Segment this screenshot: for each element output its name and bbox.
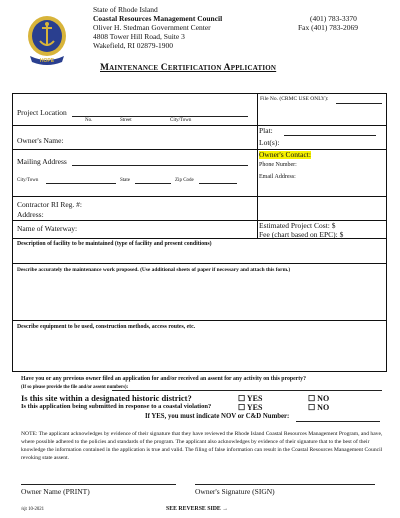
mail-city-label: City/Town [17, 178, 39, 183]
header-phone: (401) 783-3370 [310, 14, 357, 23]
header-agency: Coastal Resources Management Council [93, 14, 223, 23]
mailing-address-label: Mailing Address [17, 157, 67, 166]
historic-question: Is this site within a designated historic district? [21, 393, 192, 403]
checkbox-icon[interactable]: ☐ [238, 394, 246, 403]
seal-banner-text: HOPE [39, 58, 55, 64]
historic-yes-option[interactable] [238, 394, 262, 403]
no-label: NO [317, 403, 330, 412]
checkbox-icon[interactable]: ☐ [308, 403, 316, 412]
violation-question: Is this application being submitted in response to a coastal violation? [21, 403, 212, 410]
owner-signature-label: Owner's Signature (SIGN) [195, 487, 275, 496]
loc-city-label: City/Town [170, 118, 192, 123]
lots-label: Lot(s): [259, 138, 280, 147]
owner-print-label: Owner Name (PRINT) [21, 487, 90, 496]
owner-signature-field[interactable] [195, 484, 375, 485]
owners-name-label: Owner's Name: [17, 136, 64, 145]
previous-assent-question: Have you or any previous owner filed an application for and/or received an assent for any activity on this property? [21, 376, 306, 382]
header-street: 4808 Tower Hill Road, Suite 3 [93, 32, 185, 41]
header-city: Wakefield, RI 02879-1900 [93, 41, 174, 50]
checkbox-icon[interactable]: ☐ [238, 403, 246, 412]
project-cost-label: Estimated Project Cost: $ [259, 221, 336, 230]
project-location-field[interactable] [72, 116, 248, 117]
checkbox-icon[interactable]: ☐ [308, 394, 316, 403]
nov-number-field[interactable] [296, 421, 380, 422]
desc-equipment-label: Describe equipment to be used, construction methods, access routes, etc. [17, 324, 196, 330]
email-address-label: Email Address: [259, 174, 296, 180]
acknowledgement-note: NOTE: The applicant acknowledges by evidence of their signature that they have reviewed the Rhode Island Coastal Resources Management Program, and have, where possible adhered to the policies and standards of the program. The applicant also acknowledges by evidence of their signature that to the best of their knowledge the information contained in the application is true and valid. The filing of false information can result in the Coastal Resources Management Council revoking state assent. [21, 431, 383, 461]
previous-assent-note: (If so please provide the file and/or assent numbers): [21, 385, 129, 390]
yes-label: YES [246, 403, 263, 412]
header-state: State of Rhode Island [93, 5, 158, 14]
historic-no-option[interactable] [308, 394, 329, 403]
loc-street-label: Street [120, 118, 132, 123]
no-label: NO [317, 394, 330, 403]
desc-work-label: Describe accurately the maintenance work proposed. (Use additional sheets of paper if necessary and attach this form.) [17, 267, 291, 273]
loc-no-label: No. [85, 118, 93, 123]
mail-zip-field[interactable] [199, 183, 237, 184]
header-building: Oliver H. Stedman Government Center [93, 23, 211, 32]
owner-print-field[interactable] [21, 484, 176, 485]
owners-contact-label: Owner's Contact: [259, 150, 311, 159]
waterway-label: Name of Waterway: [17, 224, 78, 233]
state-seal-logo [26, 14, 68, 66]
mailing-address-field[interactable] [72, 165, 248, 166]
violation-no-option[interactable] [308, 403, 329, 412]
mail-zip-label: Zip Code [175, 178, 194, 183]
violation-yes-option[interactable] [238, 403, 262, 412]
mail-state-label: State [120, 178, 130, 183]
header-fax: Fax (401) 783-2069 [298, 23, 358, 32]
address-label: Address: [17, 210, 44, 219]
fee-label: Fee (chart based on EPC): $ [259, 230, 344, 239]
page-title: Maintenance Certification Application [100, 63, 277, 73]
phone-number-label: Phone Number: [259, 162, 297, 168]
contractor-label: Contractor RI Reg. #: [17, 200, 82, 209]
nov-prompt: If YES, you must indicate NOV or C&D Number: [145, 413, 290, 420]
revision-code: /sjt 10-2021 [21, 507, 45, 512]
file-no-label: File No. (CRMC USE ONLY): [260, 96, 329, 102]
mail-city-field[interactable] [46, 183, 116, 184]
mail-state-field[interactable] [135, 183, 171, 184]
previous-assent-field[interactable] [112, 390, 382, 391]
see-reverse-side: SEE REVERSE SIDE → [166, 506, 229, 512]
desc-facility-label: Description of facility to be maintained (type of facility and present conditions) [17, 241, 212, 247]
plat-field[interactable] [284, 135, 376, 136]
plat-label: Plat: [259, 126, 273, 135]
file-no-field[interactable] [336, 103, 382, 104]
project-location-label: Project Location [17, 108, 67, 117]
yes-label: YES [246, 394, 263, 403]
